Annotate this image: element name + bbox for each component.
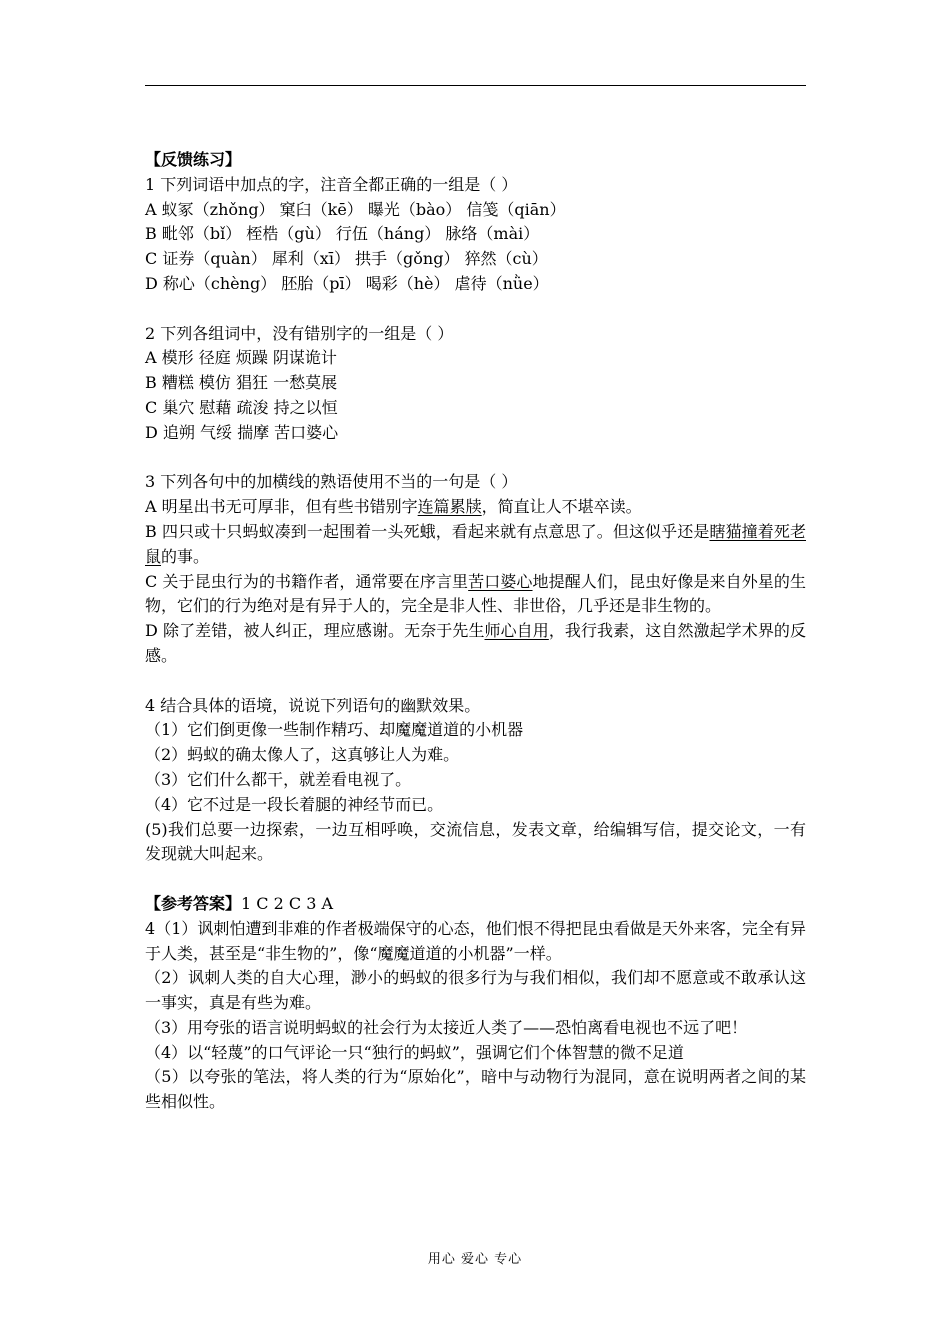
q2-option-b: B 糟糕 模仿 猖狂 一愁莫展	[145, 373, 338, 393]
q3-d-after: ，我行我素，这自然激起学术界的反感。	[145, 621, 806, 665]
q3-stem: 3 下列各句中的加横线的熟语使用不当的一句是（ ）	[145, 472, 518, 492]
answers-heading: 【参考答案】	[145, 893, 242, 913]
q3-c-before: C 关于昆虫行为的书籍作者，通常要在序言里	[145, 571, 469, 591]
q4-item-2: （2）蚂蚁的确太像人了，这真够让人为难。	[145, 745, 460, 765]
q1-option-b: B 毗邻（bǐ） 桎梏（gù） 行伍（háng） 脉络（mài）	[145, 224, 540, 244]
q2-option-a: A 模形 径庭 烦躁 阴谋诡计	[145, 348, 337, 368]
header-rule	[145, 85, 806, 86]
q3-c-after: 地提醒人们，昆虫好像是来自外星的生物，它们的行为绝对是有异于人的，完全是非人性、非世俗，几乎还是非生物的。	[145, 571, 806, 616]
q3-a-idiom: 连篇累牍	[417, 497, 482, 517]
q1-option-d: D 称心（chèng） 胚胎（pī） 喝彩（hè） 虐待（nǜe）	[145, 273, 549, 293]
answer-4-2: （2）讽刺人类的自大心理，渺小的蚂蚁的很多行为与我们相似，我们却不愿意或不敢承认这一事实，真是有些为难。	[145, 968, 806, 1013]
q3-option-d	[145, 619, 806, 669]
q2-option-d: D 追朔 气绥 揣摩 苦口婆心	[145, 422, 339, 442]
page-content	[145, 148, 806, 1115]
q3-d-idiom: 师心自用	[484, 621, 549, 641]
q3-a-before: A 明星出书无可厚非，但有些书错别字	[145, 497, 418, 517]
answer-4-3: （3）用夸张的语言说明蚂蚁的社会行为太接近人类了——恐怕离看电视也不远了吧！	[145, 1017, 748, 1037]
q3-option-b	[145, 520, 806, 570]
page-footer: 用心 爱心 专心	[427, 1252, 523, 1267]
spacer	[145, 669, 806, 694]
answers-line	[145, 892, 806, 917]
q3-option-c	[145, 570, 806, 620]
q4-item-5: (5)我们总要一边探索，一边互相呼唤，交流信息，发表文章，给编辑写信，提交论文，一有发现就大叫起来。	[145, 819, 806, 864]
q3-b-before: B 四只或十只蚂蚁凑到一起围着一头死蛾，看起来就有点意思了。但这似乎还是	[145, 521, 710, 541]
q3-a-after: ，简直让人不堪卒读。	[481, 497, 642, 517]
q1-option-c: C 证券（quàn） 犀利（xī） 拱手（gǒng） 猝然（cù）	[145, 249, 548, 269]
q3-b-after: 的事。	[161, 546, 210, 566]
q4-item-1: （1）它们倒更像一些制作精巧、却魔魔道道的小机器	[145, 720, 524, 740]
answers-short: 1 C 2 C 3 A	[241, 893, 334, 913]
q4-item-4: （4）它不过是一段长着腿的神经节而已。	[145, 794, 444, 814]
q4-stem: 4 结合具体的语境，说说下列语句的幽默效果。	[145, 695, 481, 715]
q1-option-a: A 蚁冢（zhǒng） 窠臼（kē） 曝光（bào） 信笺（qiān）	[145, 199, 566, 219]
answer-4-4: （4）以“轻蔑”的口气评论一只“独行的蚂蚁”，强调它们个体智慧的微不足道	[145, 1042, 684, 1062]
answer-4-5: （5）以夸张的笔法，将人类的行为“原始化”，暗中与动物行为混同，意在说明两者之间的某些相似性。	[145, 1067, 806, 1112]
spacer	[145, 297, 806, 322]
spacer	[145, 446, 806, 471]
q2-option-c: C 巢穴 慰藉 疏浚 持之以恒	[145, 397, 338, 417]
q1-stem: 1 下列词语中加点的字，注音全都正确的一组是（ ）	[145, 174, 518, 194]
q4-item-3: （3）它们什么都干，就差看电视了。	[145, 769, 412, 789]
answer-4-1: 4（1）讽刺怕遭到非难的作者极端保守的心态，他们恨不得把昆虫看做是天外来客，完全有异于人类，甚至是“非生物的”，像“魔魔道道的小机器”一样。	[145, 918, 806, 963]
q2-stem: 2 下列各组词中，没有错别字的一组是（ ）	[145, 323, 454, 343]
q3-b-idiom: 瞎猫撞着死老鼠	[145, 521, 806, 566]
q3-option-a	[145, 495, 806, 520]
q3-d-before: D 除了差错，被人纠正，理应感谢。无奈于先生	[145, 621, 485, 641]
spacer	[145, 867, 806, 892]
feedback-heading: 【反馈练习】	[145, 150, 242, 169]
q3-c-idiom: 苦口婆心	[468, 571, 533, 591]
